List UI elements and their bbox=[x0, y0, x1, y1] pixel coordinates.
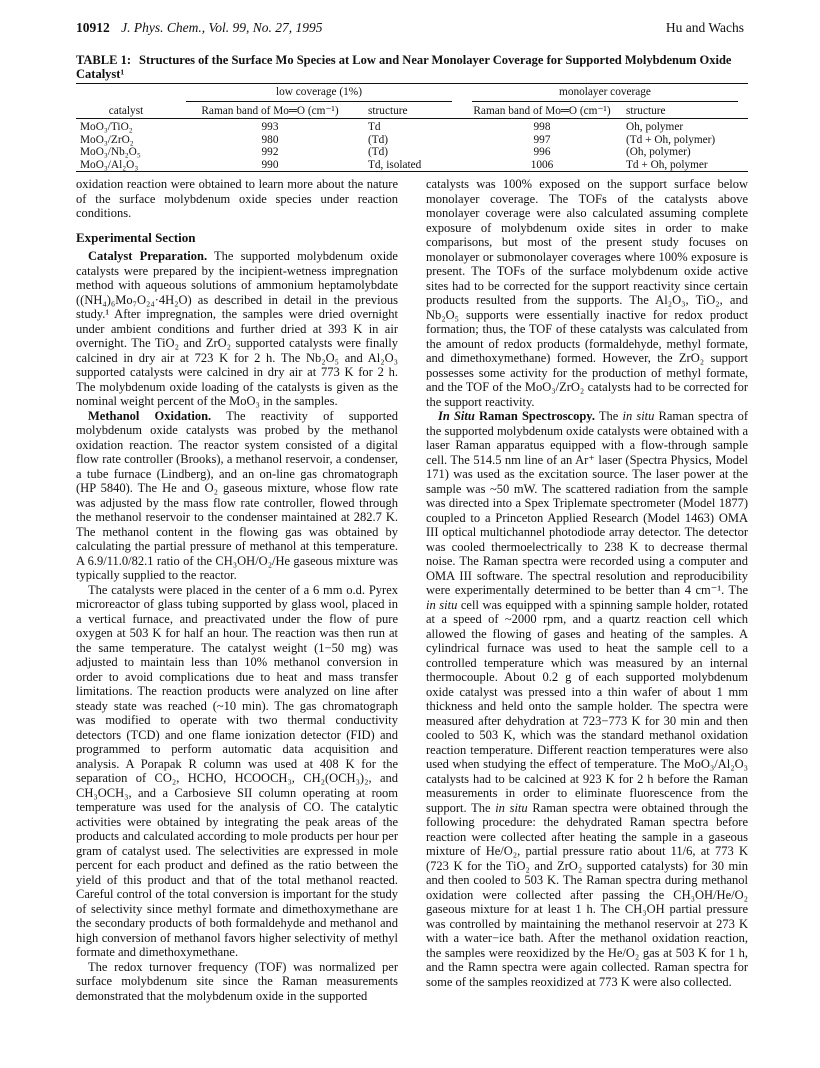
cell-raman-low: 992 bbox=[261, 146, 279, 158]
in-situ-term: in situ bbox=[495, 800, 528, 815]
table-row bbox=[76, 146, 748, 159]
table-caption bbox=[76, 53, 748, 81]
methanol-oxidation-paragraph bbox=[76, 409, 398, 583]
in-situ-term: in situ bbox=[426, 597, 458, 612]
cell-structure-low: (Td) bbox=[368, 146, 389, 158]
running-authors: Hu and Wachs bbox=[665, 20, 744, 35]
right-text-column bbox=[426, 177, 748, 989]
cell-structure-low: (Td) bbox=[368, 133, 389, 146]
cell-raman-mono: 997 bbox=[533, 133, 551, 146]
run-in-heading-methanol-oxidation: Methanol Oxidation. bbox=[88, 408, 212, 423]
left-text-column bbox=[76, 177, 398, 1003]
page-number: 10912 bbox=[76, 20, 110, 35]
table-row bbox=[76, 159, 748, 172]
col-header-structure-mono: structure bbox=[622, 103, 748, 119]
cell-raman-low: 990 bbox=[176, 159, 364, 172]
cell-catalyst: MoO₃/ZrO₂ bbox=[80, 133, 134, 146]
structures-table-wrapper bbox=[76, 83, 748, 172]
cell-raman-mono: 1006 bbox=[462, 159, 622, 172]
journal-citation: J. Phys. Chem., Vol. 99, No. 27, 1995 bbox=[121, 20, 323, 35]
raman-text-part: Raman spectra were obtained through the following procedure: the dehydrated Raman spectra before reaction were collected after heating the sample in a gaseous mixture of He/O₂, partial pressure ratio about 11/6, at 773 K (723 K for the TiO₂ and ZrO₂ supported catalysts) for 30 min and then cooled to 503 K. The Raman spectra during methanol oxidation were collected after passing the CH₃OH/He/O₂ gaseous mixture for at least 1 h. The CH₃OH partial pressure was controlled by maintaining the methanol reservoir at 273 K with a water−ice bath. After the methanol oxidation reaction, the samples were reoxidized by the He/O₂ gas at 503 K for 1 h, and the Ramn spectra were again collected. Raman spectra for some of the samples reoxidized at 773 K were also collected. bbox=[426, 800, 749, 989]
cell-structure-low: Td, isolated bbox=[364, 159, 462, 172]
intro-paragraph: oxidation reaction were obtained to learn more about the nature of the surface molybdenum oxide species under reaction conditions. bbox=[76, 177, 398, 220]
run-in-heading-raman: Raman Spectroscopy. bbox=[478, 409, 595, 423]
raman-spectroscopy-paragraph bbox=[426, 409, 748, 989]
run-in-heading-catalyst-preparation: Catalyst Preparation. bbox=[88, 249, 208, 263]
cell-raman-low: 993 bbox=[261, 121, 279, 133]
cell-structure-low: Td bbox=[368, 121, 381, 133]
section-heading-experimental: Experimental Section bbox=[76, 229, 196, 245]
run-in-heading-in-situ: In Situ bbox=[438, 409, 475, 423]
structures-table bbox=[76, 83, 748, 172]
group-header-row bbox=[76, 84, 748, 103]
cell-structure-mono: (Oh, polymer) bbox=[626, 146, 691, 158]
col-header-raman-mono: Raman band of Mo═O (cm⁻¹) bbox=[462, 103, 622, 119]
raman-text-part: Raman spectra of the supported molybdenum oxide catalysts were obtained with a laser Raman apparatus equipped with a flow-through sample cell. The 514.5 nm line of an Ar⁺ laser (Spectra Physics, Model 171) was used as the excitation source. The laser power at the sample was ~50 mW. The scattered radiation from the sample was directed into a Spex Triplemate spectrometer (Model 1877) coupled to a Princeton Applied Research (Model 1463) OMA III optical multichannel photodiode array detector. The detector was cooled thermoelectrically to 238 K to decrease thermal noise. The Raman spectra were recorded using a computer and OMA III software. The spectral resolution and reproducibility were experimentally determined to be better than 4 cm⁻¹. The bbox=[426, 409, 749, 597]
raman-text-part: The bbox=[598, 409, 619, 423]
catalyst-preparation-text: The supported molybdenum oxide catalysts were prepared by the incipient-wetness impregnation method with aqueous solutions of ammonium heptamolybdate ((NH₄)₆Mo₇O₂₄·4H₂O) as described in detail in the previous study.¹ After impregnation, the samples were dried overnight under ambient conditions and further dried at 393 K in air overnight. The TiO₂ and ZrO₂ supported catalysts were finally calcined in dry air at 723 K for 2 h. The Nb₂O₅ and Al₂O₃ supported catalysts were calcined in dry air at 773 K for 2 h. The molybdenum oxide loading of the catalysts is given as the nominal weight percent of the MoO₃ in the samples. bbox=[76, 249, 398, 408]
col-header-raman-low: Raman band of Mo═O (cm⁻¹) bbox=[176, 103, 364, 119]
cell-structure-mono: Oh, polymer bbox=[626, 121, 684, 133]
group-header-monolayer: monolayer coverage bbox=[462, 84, 748, 103]
cell-catalyst: MoO₃/Nb₂O₅ bbox=[80, 146, 141, 158]
table-title: Structures of the Surface Mo Species at Low and Near Monolayer Coverage for Supported Molybdenum Oxide Catalyst¹ bbox=[76, 53, 732, 81]
table-row bbox=[76, 134, 748, 147]
cell-structure-mono: (Td + Oh, polymer) bbox=[626, 133, 716, 146]
cell-raman-low: 980 bbox=[261, 133, 279, 146]
cell-catalyst: MoO₃/TiO₂ bbox=[80, 121, 133, 133]
group-header-low-coverage: low coverage (1%) bbox=[176, 84, 462, 103]
tof-paragraph: The redox turnover frequency (TOF) was normalized per surface molybdenum site since the Raman measurements demonstrated that the molybdenum oxide in the supported bbox=[76, 959, 398, 1003]
col-header-structure-low: structure bbox=[364, 103, 462, 119]
cell-raman-mono: 996 bbox=[533, 146, 551, 158]
reactor-procedure-paragraph: The catalysts were placed in the center of a 6 mm o.d. Pyrex microreactor of glass tubing supported by glass wool, placed in a vertical furnace, and preactivated under the flow of pure oxygen at 503 K for half an hour. The reaction was then run at the same temperature. The catalyst weight (1−50 mg) was adjusted to maintain less than 10% methanol conversion in order to avoid complications due to heat and mass transfer limitations. The reaction products were analyzed on line after steady state was reached (~10 min). The gas chromatograph was modified to operate with two thermal conductivity detectors (TCD) and one flame ionization detector (FID) and programmed to perform automatic data acquisition and analysis. A Porapak R column was used at 408 K for the separation of CO₂, HCHO, HCOOCH₃, CH₂(OCH₃)₂, and CH₃OCH₃, and a Carbosieve SII column operating at room temperature was used for the analysis of CO. The catalytic activities were obtained by integrating the peak areas of the products and calculated according to mole products per hour per gram of catalyst used. The selectivities are expressed in mole percent for each product and defined as the ratio between the yield of this product and that of the total methanol reacted. Careful control of the total conversion is important for the study of selectivity since methyl formate and dimethoxymethane are the secondary products of both formaldehyde and methanol and high conversion of methanol favors higher selectivity of methyl formate and dimethoxymethane. bbox=[76, 582, 398, 959]
table-row bbox=[76, 119, 748, 134]
table-label: TABLE 1: bbox=[76, 53, 131, 67]
methanol-oxidation-text: The reactivity of supported molybdenum oxide catalysts was probed by the methanol oxidation reaction. The reactor system consisted of a digital flow rate controller (Brooks), a methanol reservoir, a condenser, a tube furnace (Lindberg), and an on-line gas chromatograph (HP 5840). The He and O₂ gaseous mixture, whose flow rate was adjusted by the mass flow rate controller, flowed through the methanol reservoir to the condenser maintained at 282.7 K. The methanol content in the flowing gas was obtained by calculating the partial pressure of methanol at this temperature. A 6.9/11.0/82.1 ratio of the CH₃OH/O₂/He gaseous mixture was typically supplied to the reactor. bbox=[76, 408, 398, 582]
in-situ-term: in situ bbox=[622, 409, 655, 423]
catalyst-preparation-paragraph bbox=[76, 249, 398, 409]
column-header-row bbox=[76, 103, 748, 119]
running-header bbox=[76, 20, 744, 40]
col-header-catalyst: catalyst bbox=[76, 103, 176, 119]
raman-text-part: cell was equipped with a spinning sample holder, rotated at a speed of ~2000 rpm, and a quartz reaction cell which allowed the flowing of gases and heating of the samples. A cylindrical furnace was used to heat the sample cell to a controlled temperature which was measured by an internal thermocouple. About 0.2 g of each supported molybdenum oxide catalyst was pressed into a thin wafer of about 1 mm thickness and held onto the sample holder. The spectra were measured after dehydration at 723−773 K for 30 min and then cooled to 503 K, which was the standard methanol oxidation reaction temperature. Different reaction temperatures were also used when studying the effect of temperature. The MoO₃/Al₂O₃ catalysts had to be calcined at 923 K for 2 h before the Raman measurements in order to eliminate fluorescence from the support. The bbox=[426, 597, 748, 815]
cell-structure-mono: Td + Oh, polymer bbox=[622, 159, 748, 172]
tof-continuation-paragraph: catalysts was 100% exposed on the support surface below monolayer coverage. The TOFs of the catalysts above monolayer coverage were also calculated assuming complete exposure of molybdenum oxide sites in order to make comparisons, but most of the present study focuses on monolayer or submonolayer coverages where 100% exposure is present. The TOFs of the surface molybdenum oxide active sites had to be corrected for the support reactivity since certain products resulted from the supports. The Al₂O₃, TiO₂, and Nb₂O₅ supports were essentially inactive for redox product formation; thus, the TOF of these catalysts was calculated from the amount of redox products (formaldehyde, methyl formate, and dimethoxymethane) formed. However, the ZrO₂ support possesses some activity for the production of methyl formate, and the TOF of the MoO₃/ZrO₂ catalysts had to be corrected for the support reactivity. bbox=[426, 177, 748, 409]
cell-catalyst: MoO₃/Al₂O₃ bbox=[76, 159, 176, 172]
cell-raman-mono: 998 bbox=[533, 121, 551, 133]
